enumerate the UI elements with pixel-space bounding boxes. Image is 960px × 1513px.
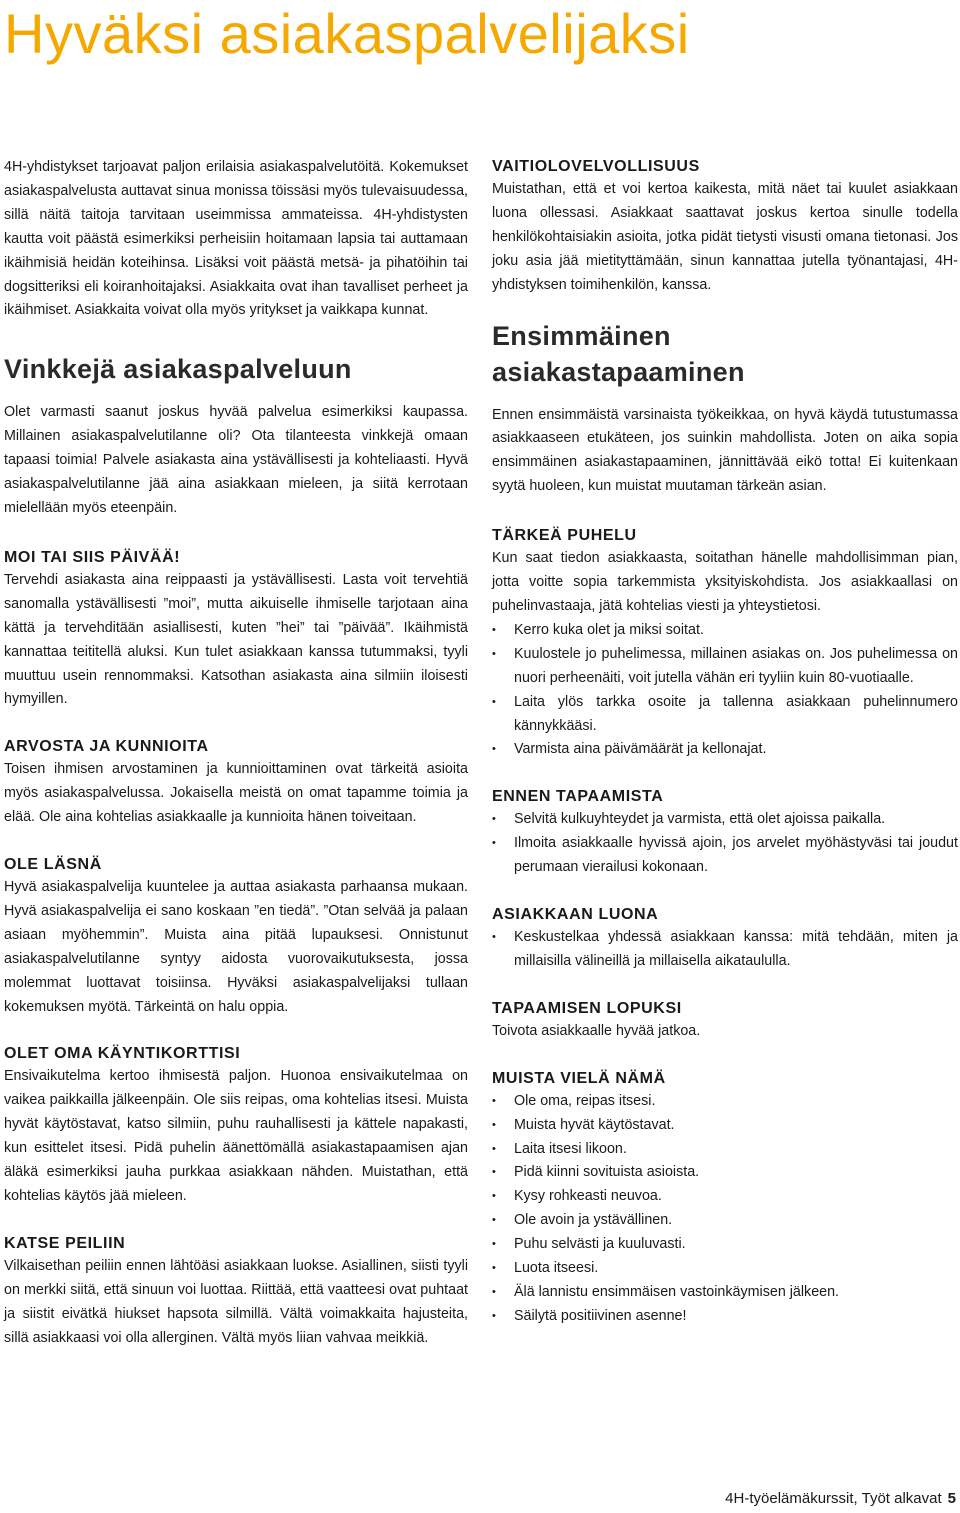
- luona-heading: ASIAKKAAN LUONA: [492, 906, 659, 924]
- list-item: • Keskustelkaa yhdessä asiakkaan kanssa: mitä tehdään, miten ja millaisilla välineillä ja millaisella aikataululla.: [492, 926, 958, 974]
- ensimmainen-heading: [492, 318, 958, 390]
- ennen-heading: ENNEN TAPAAMISTA: [492, 788, 664, 806]
- lopuksi-paragraph: Toivota asiakkaalle hyvää jatkoa.: [492, 1022, 701, 1039]
- arvosta-heading: ARVOSTA JA KUNNIOITA: [4, 738, 209, 756]
- list-item: • Varmista aina päivämäärät ja kellonajat.: [492, 738, 958, 762]
- lopuksi-heading: TAPAAMISEN LOPUKSI: [492, 999, 682, 1017]
- muista-heading: MUISTA VIELÄ NÄMÄ: [492, 1069, 666, 1087]
- list-item: • Kerro kuka olet ja miksi soitat.: [492, 619, 958, 643]
- arvosta-paragraph: Toisen ihmisen arvostaminen ja kunnioittaminen ovat tärkeitä asioita myös asiakaspalvelussa. Jokaisella meistä on omat tapamme toimia ja elää. Ole aina kohtelias asiakkaalle ja kunnioita hänen toiveitaan.: [4, 761, 468, 826]
- list-item: • Säilytä positiivinen asenne!: [492, 1305, 958, 1329]
- left-column: [4, 156, 468, 1351]
- vaitiolo-paragraph: Muistathan, että et voi kertoa kaikesta, mitä näet tai kuulet asiakkaan luona ollessasi. Asiakkaat saattavat joskus kertoa sinulle todella henkilökohtaisiakin asioita, jotka pidät tietysti visusti omana tietonasi. Jos joku asia jää mietityttämään, sinun kannattaa jutella työnantajasi, 4H-yhdistyksen toimihenkilön, kanssa.: [492, 181, 958, 293]
- kayntikortti-paragraph: Ensivaikutelma kertoo ihmisestä paljon. Huonoa ensivaikutelmaa on vaikea paikkailla jälkeenpäin. Ole siis reipas, oma kohtelias itsesi. Muista hyvät käytöstavat, katso silmiin, puhu rauhallisesti ja kättele napakasti, kun esittelet itsesi. Pidä puhelin äänettömällä asiakastapaamisen ajan äläkä esimerkiksi jauha purkkaa asiakkaan nähden. Muistathan, että kohtelias käytös jää mieleen.: [4, 1068, 468, 1204]
- page-footer: [725, 1488, 956, 1510]
- peili-paragraph: Vilkaisethan peiliin ennen lähtöäsi asiakkaan luokse. Asiallinen, siisti tyyli on merkki siitä, että sinuun voi luottaa. Riittää, että vaatteesi ovat puhtaat ja siistit eivätkä hiukset hapsota silmillä. Vältä voimakkaita hajusteita, sillä asiakkaasi voi olla allerginen. Vältä myös liian vahvaa meikkiä.: [4, 1257, 468, 1346]
- vinkkeja-heading: Vinkkejä asiakaspalveluun: [4, 354, 352, 385]
- list-item: • Laita ylös tarkka osoite ja tallenna asiakkaan puhelinnumero kännykkääsi.: [492, 691, 958, 739]
- list-item: • Ole oma, reipas itsesi.: [492, 1090, 958, 1114]
- right-column: [492, 156, 958, 1329]
- footer-label: 4H-työelämäkurssit, Työt alkavat: [725, 1490, 942, 1507]
- list-item: • Puhu selvästi ja kuuluvasti.: [492, 1233, 958, 1257]
- page-number: 5: [947, 1490, 956, 1507]
- vinkkeja-paragraph: Olet varmasti saanut joskus hyvää palvelua esimerkiksi kaupassa. Millainen asiakaspalvelutilanne oli? Ota tilanteesta vinkkejä omaan tapaasi toimia! Palvele asiakasta aina ystävällisesti ja kohteliaasti. Hyvä asiakaspalvelutilanne jää aina asiakkaan mieleen, ja siitä kerrotaan mielellään myös eteenpäin.: [4, 404, 468, 516]
- list-item: • Laita itsesi likoon.: [492, 1138, 958, 1162]
- list-item: • Muista hyvät käytöstavat.: [492, 1114, 958, 1138]
- ole-lasna-paragraph: Hyvä asiakaspalvelija kuuntelee ja auttaa asiakasta parhaansa mukaan. Hyvä asiakaspalvelija ei sano koskaan ”en tiedä”. ”Otan selvää ja palaan asiaan myöhemmin”. Muista aina pitää lupauksesi. Onnistunut asiakaspalvelutilanne syntyy aidosta vuorovaikutuksesta, jossa molemmat luottavat toisiinsa. Hyväksi asiakaspalvelijaksi tullaan kokemuksen myötä. Tärkeintä on halu oppia.: [4, 879, 468, 1015]
- moi-heading: MOI TAI SIIS PÄIVÄÄ!: [4, 548, 181, 566]
- ensimmainen-heading-line1: Ensimmäinen: [492, 320, 671, 351]
- page-title: Hyväksi asiakaspalvelijaksi: [4, 2, 690, 65]
- list-item: • Älä lannistu ensimmäisen vastoinkäymisen jälkeen.: [492, 1281, 958, 1305]
- list-item: • Kysy rohkeasti neuvoa.: [492, 1185, 958, 1209]
- list-item: • Ilmoita asiakkaalle hyvissä ajoin, jos arvelet myöhästyväsi tai joudut perumaan vierailusi kokonaan.: [492, 832, 958, 880]
- ennen-list: [492, 808, 958, 880]
- ensimmainen-paragraph: Ennen ensimmäistä varsinaista työkeikkaa, on hyvä käydä tutustumassa asiakkaaseen etukäteen, jos suinkin mahdollista. Joten on aika sopia ensimmäinen asiakastapaaminen, jännittävää eikö totta! Ei kuitenkaan syytä huoleen, kun muistat muutaman tärkeän asian.: [492, 406, 958, 495]
- puhelu-heading: TÄRKEÄ PUHELU: [492, 527, 637, 545]
- intro-paragraph: 4H-yhdistykset tarjoavat paljon erilaisia asiakaspalvelutöitä. Kokemukset asiakaspalvelusta auttavat sinua monissa töissäsi myös tulevaisuudessa, sillä näitä taitoja tarvitaan useimmissa ammateissa. 4H-yhdistysten kautta voit päästä esimerkiksi perheisiin hoitamaan lapsia tai auttamaan ikäihmisiä heidän koteihinsa. Lisäksi voit päästä metsä- ja pihatöihin tai dogsitteriksi eli koiranhoitajaksi. Asiakkaita ovat ihan tavalliset perheet ja ikäihmiset. Asiakkaita voivat olla myös yritykset ja vaikkapa kunnat.: [4, 159, 468, 319]
- list-item: • Selvitä kulkuyhteydet ja varmista, että olet ajoissa paikalla.: [492, 808, 958, 832]
- luona-list: [492, 926, 958, 974]
- puhelu-paragraph: Kun saat tiedon asiakkaasta, soitathan hänelle mahdollisimman pian, jotta voitte sopia tarkemmista yksityiskohdista. Jos asiakkaallasi on puhelinvastaaja, jätä kohtelias viesti ja yhteystietosi.: [492, 550, 958, 614]
- ensimmainen-heading-line2: asiakastapaaminen: [492, 356, 745, 387]
- muista-list: [492, 1090, 958, 1329]
- vaitiolo-heading: VAITIOLOVELVOLLISUUS: [492, 158, 700, 175]
- peili-heading: KATSE PEILIIN: [4, 1234, 126, 1252]
- list-item: • Ole avoin ja ystävällinen.: [492, 1209, 958, 1233]
- list-item: • Kuulostele jo puhelimessa, millainen asiakas on. Jos puhelimessa on nuori perheenäiti, voit jutella vähän eri tyyliin kuin 80-vuotiaalle.: [492, 643, 958, 691]
- ole-lasna-heading: OLE LÄSNÄ: [4, 856, 102, 874]
- kayntikortti-heading: OLET OMA KÄYNTIKORTTISI: [4, 1045, 241, 1063]
- moi-paragraph: Tervehdi asiakasta aina reippaasti ja ystävällisesti. Lasta voit tervehtiä sanomalla ystävällisesti ”moi”, mutta aikuiselle ihmiselle tarjotaan aina kättä ja tervehditään asiallisesti, kuten ”hei” tai ”päivää”. Ikäihmistä kannattaa teititellä aluksi. Kun tulet asiakkaan kanssa tutummaksi, tyyli muuttuu usein rennommaksi. Katsothan asiakasta aina silmiin iloisesti hymyillen.: [4, 571, 468, 708]
- list-item: • Luota itseesi.: [492, 1257, 958, 1281]
- list-item: • Pidä kiinni sovituista asioista.: [492, 1161, 958, 1185]
- puhelu-list: [492, 619, 958, 762]
